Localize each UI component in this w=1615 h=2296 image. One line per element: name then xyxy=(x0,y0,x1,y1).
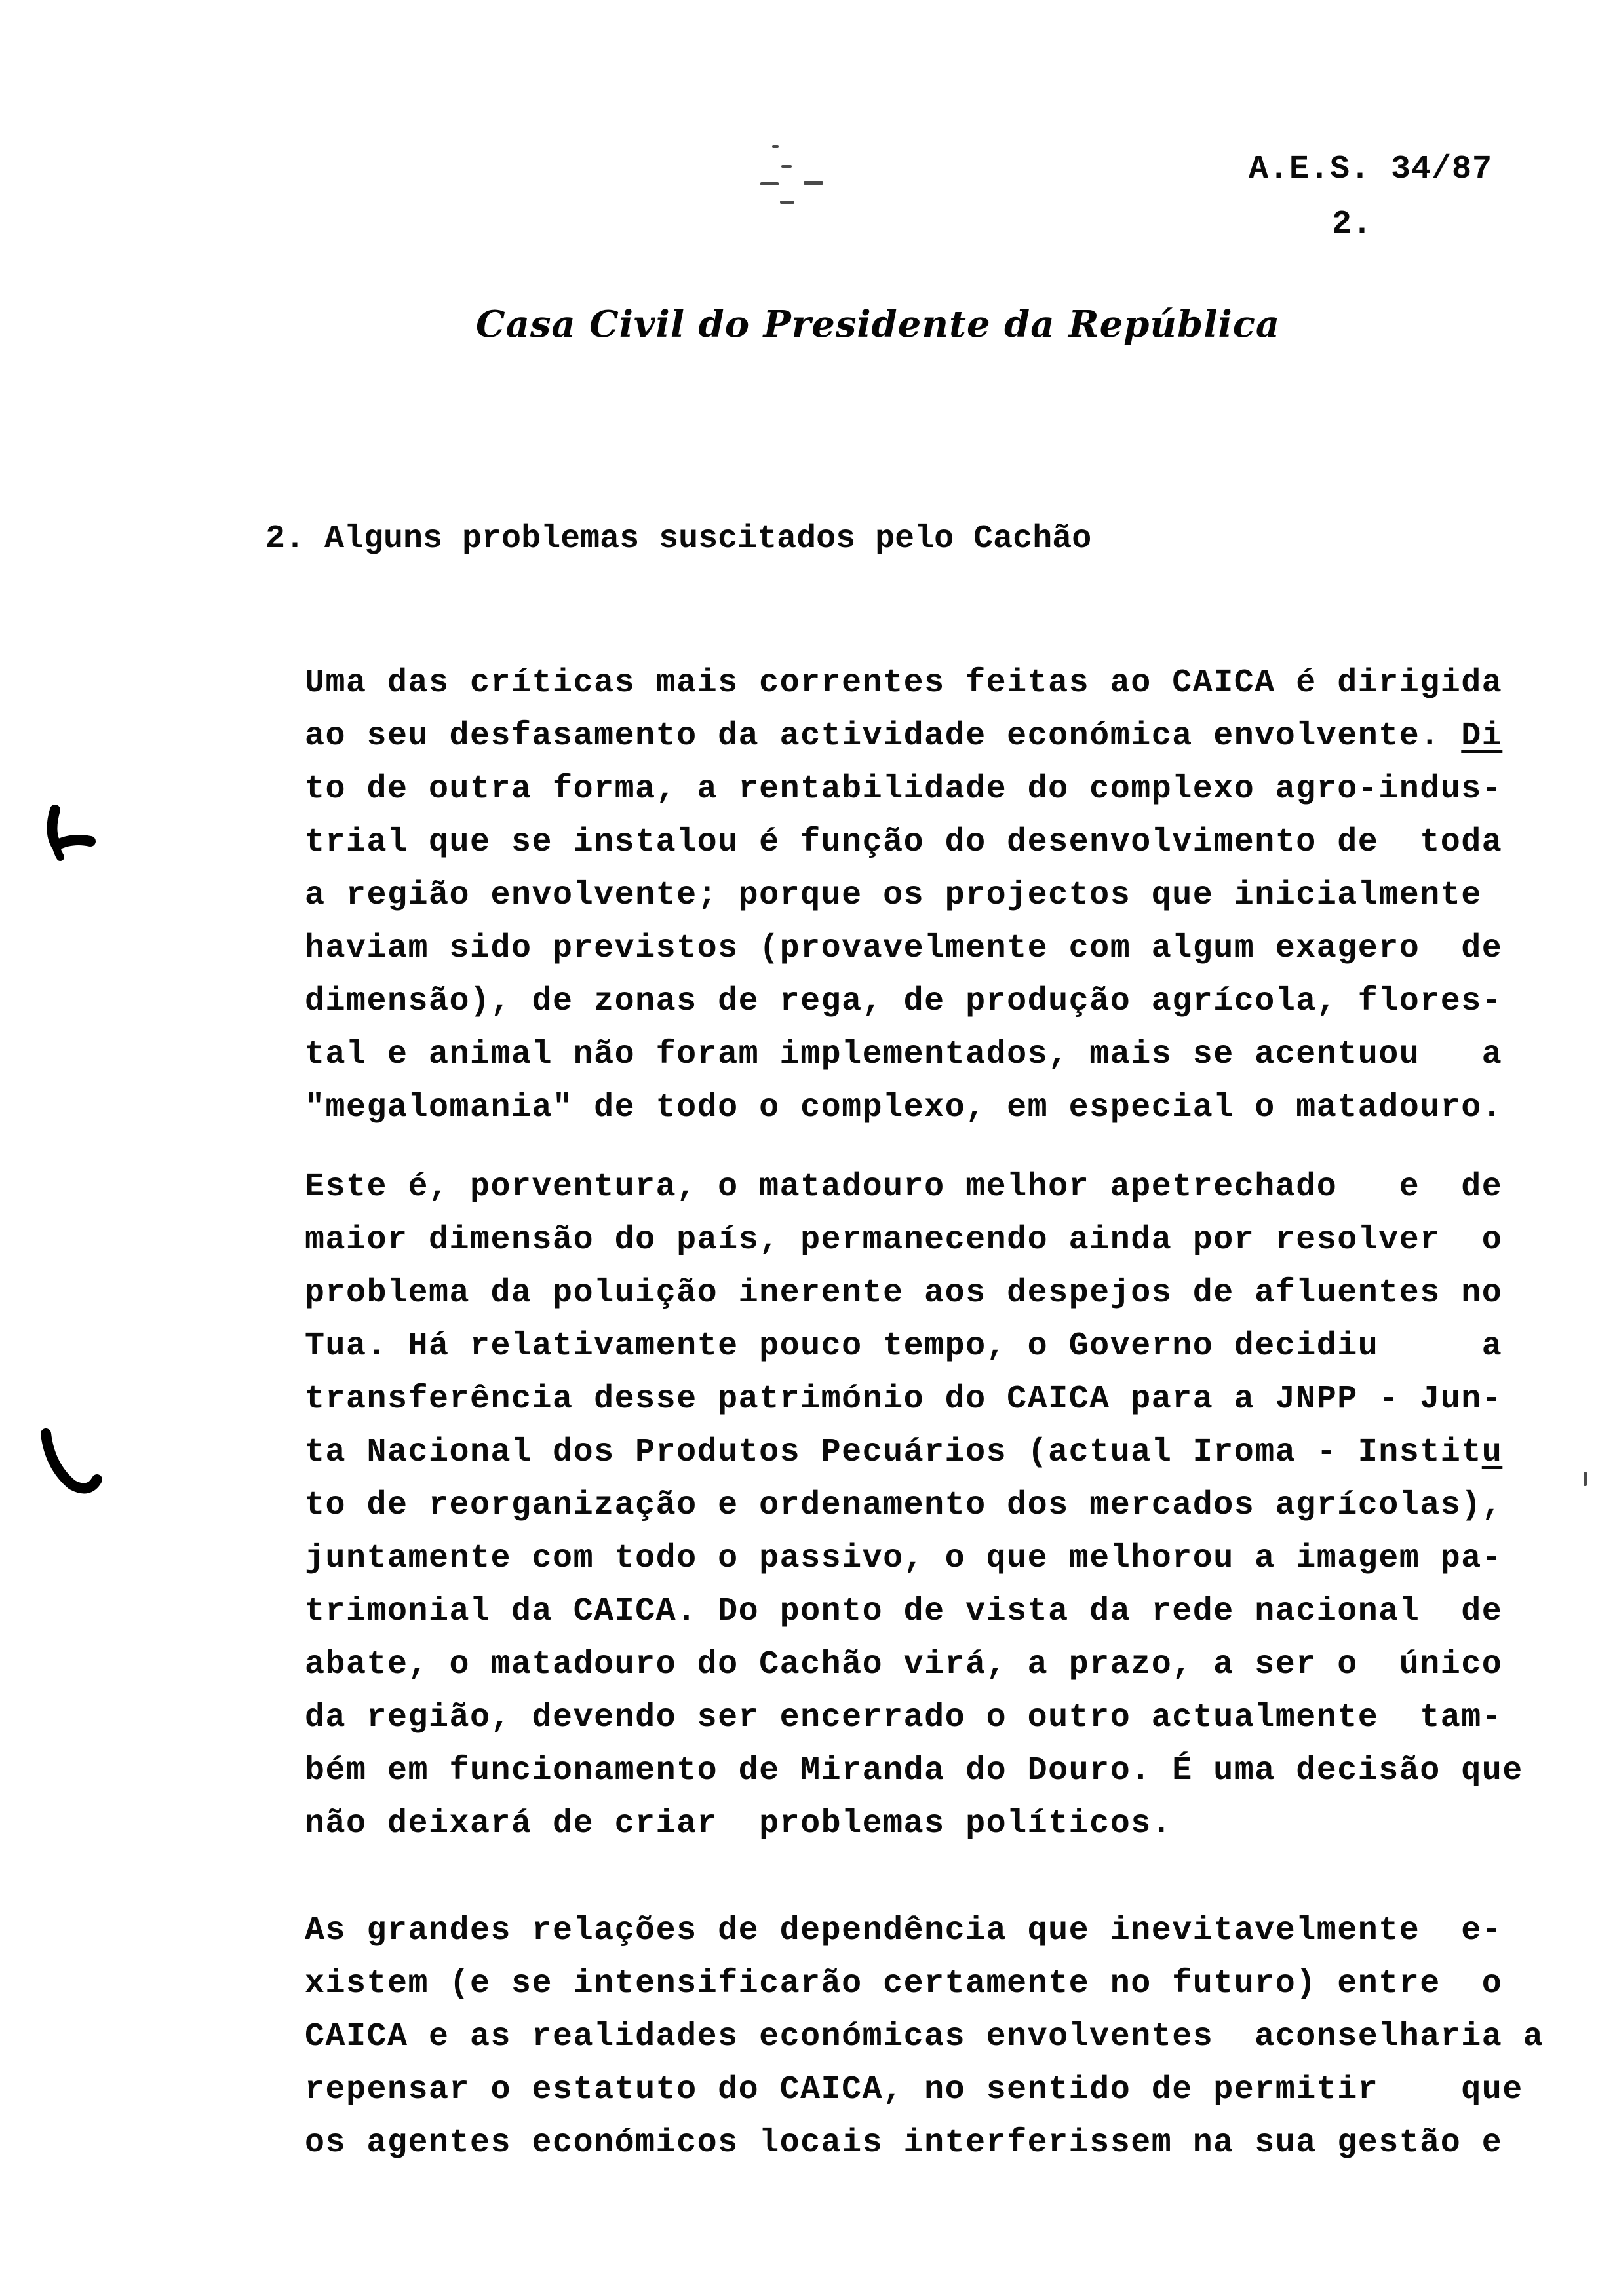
text-line xyxy=(305,1904,1544,1957)
text-segment: os agentes económicos locais interferissem na sua gestão e xyxy=(305,2124,1503,2162)
text-segment: Uma das críticas mais correntes feitas ao CAICA é dirigida xyxy=(305,664,1503,702)
text-line xyxy=(305,1320,1544,1373)
text-line xyxy=(305,1160,1544,1214)
text-segment: to de outra forma, a rentabilidade do complexo agro-indus- xyxy=(305,771,1503,808)
document-body xyxy=(305,657,1544,2170)
text-line xyxy=(305,1214,1544,1267)
text-line xyxy=(305,869,1544,922)
text-line xyxy=(305,1744,1544,1797)
text-line xyxy=(305,710,1544,763)
text-segment: haviam sido previstos (provavelmente com algum exagero de xyxy=(305,930,1503,967)
text-line xyxy=(305,763,1544,816)
paragraph xyxy=(305,1160,1544,1850)
text-segment: to de reorganização e ordenamento dos mercados agrícolas), xyxy=(305,1487,1503,1524)
text-segment: não deixará de criar problemas políticos. xyxy=(305,1805,1173,1843)
letterhead: Casa Civil do Presidente da República xyxy=(476,303,1281,346)
text-line xyxy=(305,816,1544,869)
text-line xyxy=(305,1479,1544,1532)
paragraph xyxy=(305,1904,1544,2170)
text-segment: juntamente com todo o passivo, o que melhorou a imagem pa- xyxy=(305,1540,1503,1577)
text-segment: Tua. Há relativamente pouco tempo, o Governo decidiu a xyxy=(305,1328,1503,1365)
text-line xyxy=(305,1797,1544,1850)
smudge-mark xyxy=(780,201,794,204)
text-line xyxy=(305,1638,1544,1691)
section-heading: 2. Alguns problemas suscitados pelo Cachão xyxy=(265,520,1092,558)
smudge-mark xyxy=(1584,1472,1587,1486)
page-number: 2. xyxy=(1332,206,1373,243)
text-segment: tal e animal não foram implementados, mais se acentuou a xyxy=(305,1036,1503,1073)
underlined-text: u xyxy=(1481,1434,1503,1471)
text-segment: Este é, porventura, o matadouro melhor apetrechado e de xyxy=(305,1168,1503,1206)
text-line xyxy=(305,1267,1544,1320)
text-line xyxy=(305,1532,1544,1585)
text-segment: CAICA e as realidades económicas envolventes aconselharia a xyxy=(305,2018,1544,2056)
text-line xyxy=(305,2010,1544,2063)
paragraph xyxy=(305,657,1544,1134)
text-line xyxy=(305,657,1544,710)
handwritten-margin-mark xyxy=(34,1428,119,1507)
text-segment: xistem (e se intensificarão certamente no futuro) entre o xyxy=(305,1965,1503,2002)
text-segment: trimonial da CAICA. Do ponto de vista da rede nacional de xyxy=(305,1593,1503,1630)
text-segment: dimensão), de zonas de rega, de produção agrícola, flores- xyxy=(305,983,1503,1020)
text-segment: abate, o matadouro do Cachão virá, a prazo, a ser o único xyxy=(305,1646,1503,1683)
smudge-mark xyxy=(760,182,779,185)
text-line xyxy=(305,1028,1544,1081)
smudge-mark xyxy=(781,165,792,168)
text-segment: As grandes relações de dependência que inevitavelmente e- xyxy=(305,1912,1503,1949)
text-segment: ao seu desfasamento da actividade económica envolvente. xyxy=(305,718,1462,755)
doc-reference: A.E.S. 34/87 xyxy=(1249,151,1493,188)
text-line xyxy=(305,975,1544,1028)
text-segment: maior dimensão do país, permanecendo ainda por resolver o xyxy=(305,1221,1503,1259)
text-line xyxy=(305,1957,1544,2010)
text-segment: a região envolvente; porque os projectos que inicialmente xyxy=(305,877,1482,914)
text-line xyxy=(305,1691,1544,1744)
text-segment: bém em funcionamento de Miranda do Douro. É uma decisão que xyxy=(305,1752,1523,1789)
text-line xyxy=(305,1081,1544,1134)
text-segment: transferência desse património do CAICA para a JNPP - Jun- xyxy=(305,1381,1503,1418)
text-line xyxy=(305,2063,1544,2116)
text-segment: ta Nacional dos Produtos Pecuários (actual Iroma - Instit xyxy=(305,1434,1482,1471)
text-segment: da região, devendo ser encerrado o outro actualmente tam- xyxy=(305,1699,1503,1736)
text-line xyxy=(305,922,1544,975)
text-segment: trial que se instalou é função do desenvolvimento de toda xyxy=(305,824,1503,861)
smudge-mark xyxy=(804,181,823,185)
smudge-mark xyxy=(772,145,779,148)
text-segment: repensar o estatuto do CAICA, no sentido de permitir que xyxy=(305,2071,1523,2109)
underlined-text: Di xyxy=(1461,718,1503,755)
text-line xyxy=(305,1373,1544,1426)
text-line xyxy=(305,1426,1544,1479)
text-line xyxy=(305,2116,1544,2170)
text-line xyxy=(305,1585,1544,1638)
text-segment: "megalomania" de todo o complexo, em especial o matadouro. xyxy=(305,1089,1503,1126)
text-segment: problema da poluição inerente aos despejos de afluentes no xyxy=(305,1274,1503,1312)
handwritten-margin-mark xyxy=(38,805,117,877)
